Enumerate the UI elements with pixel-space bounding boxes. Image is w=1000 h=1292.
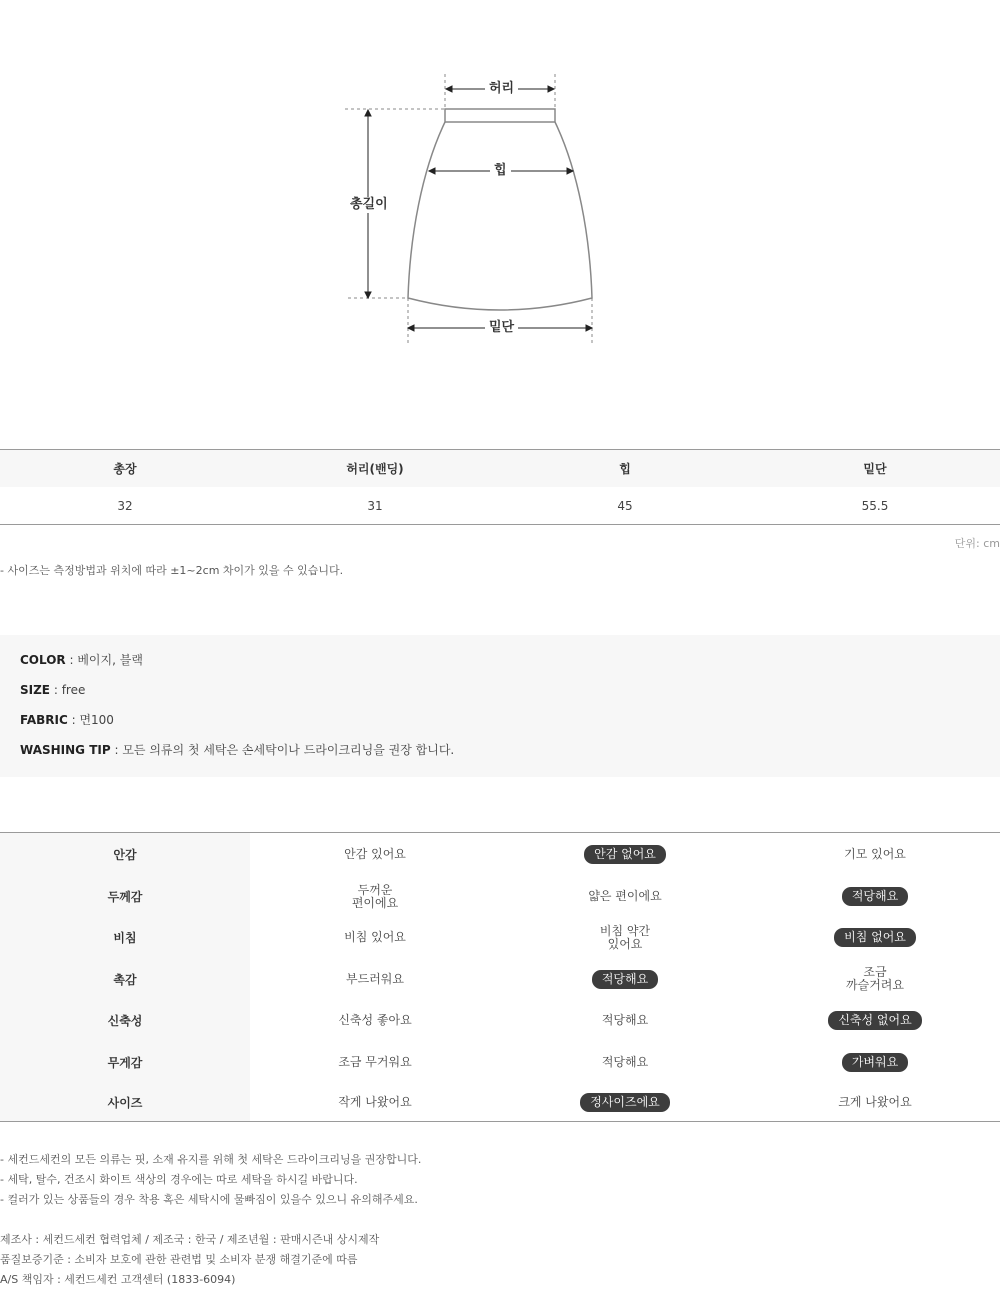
feel-option-selected: 안감 없어요 bbox=[584, 845, 666, 864]
care-note: - 세컨드세컨의 모든 의류는 핏, 소재 유지를 위해 첫 세탁은 드라이크리닝을 권장합니다. bbox=[0, 1153, 422, 1166]
feel-option-cell bbox=[500, 917, 750, 958]
feel-option: 두꺼운 편이에요 bbox=[351, 882, 399, 910]
info-fabric-line bbox=[20, 713, 980, 743]
info-color-label: COLOR bbox=[20, 653, 66, 667]
size-header-hip: 힙 bbox=[619, 462, 631, 476]
feel-option: 비침 있어요 bbox=[344, 930, 406, 944]
feel-option-cell bbox=[500, 833, 750, 876]
feel-option-cell bbox=[750, 1083, 1000, 1121]
legal-note: 제조사 : 세컨드세컨 협력업체 / 제조국 : 한국 / 제조년월 : 판매시즌내 상시제작 bbox=[0, 1233, 380, 1246]
size-table-header-row bbox=[0, 450, 1000, 487]
feel-option: 적당해요 bbox=[601, 1054, 649, 1069]
feel-option-cell bbox=[250, 958, 500, 1000]
feel-row-texture bbox=[0, 958, 1000, 1000]
size-tolerance-note: - 사이즈는 측정방법과 위치에 따라 ±1~2cm 차이가 있을 수 있습니다. bbox=[0, 564, 344, 577]
hip-label: 힙 bbox=[490, 163, 511, 179]
info-size-value: : free bbox=[50, 683, 86, 697]
size-value-length: 32 bbox=[117, 498, 133, 513]
legal-note: 품질보증기준 : 소비자 보호에 관한 관련법 및 소비자 분쟁 해결기준에 따름 bbox=[0, 1253, 358, 1266]
feel-option: 부드러워요 bbox=[346, 971, 404, 986]
feel-option-selected: 비침 없어요 bbox=[834, 928, 916, 947]
size-header-waist: 허리(밴딩) bbox=[346, 462, 404, 476]
feel-option-cell bbox=[750, 833, 1000, 876]
feel-option-cell bbox=[250, 1083, 500, 1121]
feel-row-label: 사이즈 bbox=[0, 1083, 250, 1121]
size-unit-label: 단위: cm bbox=[954, 537, 1000, 550]
size-header-length: 총장 bbox=[113, 462, 137, 476]
feel-option: 안감 있어요 bbox=[344, 847, 406, 861]
feel-option: 조금 무거워요 bbox=[338, 1054, 412, 1069]
feel-option-cell bbox=[250, 917, 500, 958]
feel-option: 조금 까슬거려요 bbox=[846, 965, 904, 992]
info-washing-value: : 모든 의류의 첫 세탁은 손세탁이나 드라이크리닝을 권장 합니다. bbox=[110, 743, 455, 757]
info-washing-label: WASHING TIP bbox=[20, 743, 111, 757]
feel-row-weight bbox=[0, 1041, 1000, 1083]
feel-option: 적당해요 bbox=[601, 1013, 649, 1027]
feel-option: 얇은 편이에요 bbox=[588, 889, 662, 903]
feel-option: 기모 있어요 bbox=[844, 847, 906, 861]
feel-row-label: 신축성 bbox=[0, 1000, 250, 1041]
info-color-value: : 베이지, 블랙 bbox=[65, 653, 143, 667]
skirt-measurement-diagram bbox=[0, 0, 1000, 380]
size-value-hem: 55.5 bbox=[861, 498, 889, 513]
notes-spacer bbox=[0, 1212, 421, 1232]
feel-option-cell bbox=[500, 1041, 750, 1083]
info-fabric-label: FABRIC bbox=[20, 713, 68, 727]
feel-option-cell bbox=[250, 876, 500, 917]
feel-option: 작게 나왔어요 bbox=[338, 1094, 412, 1109]
feel-row-label: 두께감 bbox=[0, 876, 250, 917]
care-note: - 컬러가 있는 상품들의 경우 착용 혹은 세탁시에 물빠짐이 있을수 있으니 유의해주세요. bbox=[0, 1193, 418, 1206]
info-size-label: SIZE bbox=[20, 683, 51, 697]
info-fabric-value: : 면100 bbox=[67, 713, 114, 727]
feel-row-lining bbox=[0, 833, 1000, 876]
info-washing-line bbox=[20, 743, 980, 773]
feel-option-cell bbox=[250, 833, 500, 876]
size-value-hip: 45 bbox=[617, 498, 633, 513]
product-info-box bbox=[0, 635, 1000, 777]
feel-option-selected: 적당해요 bbox=[842, 887, 908, 906]
feel-option: 신축성 좋아요 bbox=[338, 1013, 412, 1027]
feel-option-selected: 정사이즈에요 bbox=[580, 1093, 670, 1112]
feel-row-fit bbox=[0, 1083, 1000, 1121]
feel-option-cell bbox=[500, 1083, 750, 1121]
feel-row-thickness bbox=[0, 876, 1000, 917]
feel-row-label: 무게감 bbox=[0, 1041, 250, 1083]
info-size-line bbox=[20, 683, 980, 713]
feel-row-stretch bbox=[0, 1000, 1000, 1041]
care-and-legal-notes bbox=[0, 1152, 421, 1292]
feel-option-cell bbox=[750, 1041, 1000, 1083]
size-table bbox=[0, 449, 1000, 525]
length-label: 총길이 bbox=[346, 197, 392, 213]
size-header-hem: 밑단 bbox=[863, 462, 887, 476]
feel-row-label: 안감 bbox=[0, 833, 250, 876]
info-color-line bbox=[20, 653, 980, 683]
feel-option-cell bbox=[750, 876, 1000, 917]
feel-option-cell bbox=[750, 1000, 1000, 1041]
feel-option-cell bbox=[500, 876, 750, 917]
feel-option-cell bbox=[250, 1041, 500, 1083]
feel-option-selected: 신축성 없어요 bbox=[828, 1011, 921, 1030]
feel-option-cell bbox=[750, 958, 1000, 1000]
feel-row-label: 촉감 bbox=[0, 958, 250, 1000]
feel-row-sheerness bbox=[0, 917, 1000, 958]
legal-note: A/S 책임자 : 세컨드세컨 고객센터 (1833-6094) bbox=[0, 1273, 236, 1286]
feel-option: 비침 약간 있어요 bbox=[599, 923, 651, 951]
feel-option-cell bbox=[750, 917, 1000, 958]
size-table-value-row bbox=[0, 487, 1000, 524]
size-value-waist: 31 bbox=[367, 498, 383, 513]
feel-row-label: 비침 bbox=[0, 917, 250, 958]
care-note: - 세탁, 탈수, 건조시 화이트 색상의 경우에는 따로 세탁을 하시길 바랍니다. bbox=[0, 1173, 358, 1186]
feel-option-selected: 적당해요 bbox=[592, 970, 658, 989]
feel-option-cell bbox=[500, 958, 750, 1000]
feel-option-cell bbox=[500, 1000, 750, 1041]
waist-label: 허리 bbox=[485, 81, 518, 97]
hem-label: 밑단 bbox=[485, 320, 518, 336]
feel-option-selected: 가벼워요 bbox=[842, 1053, 908, 1072]
feel-option-cell bbox=[250, 1000, 500, 1041]
fabric-feel-table bbox=[0, 832, 1000, 1122]
feel-option: 크게 나왔어요 bbox=[838, 1094, 912, 1109]
